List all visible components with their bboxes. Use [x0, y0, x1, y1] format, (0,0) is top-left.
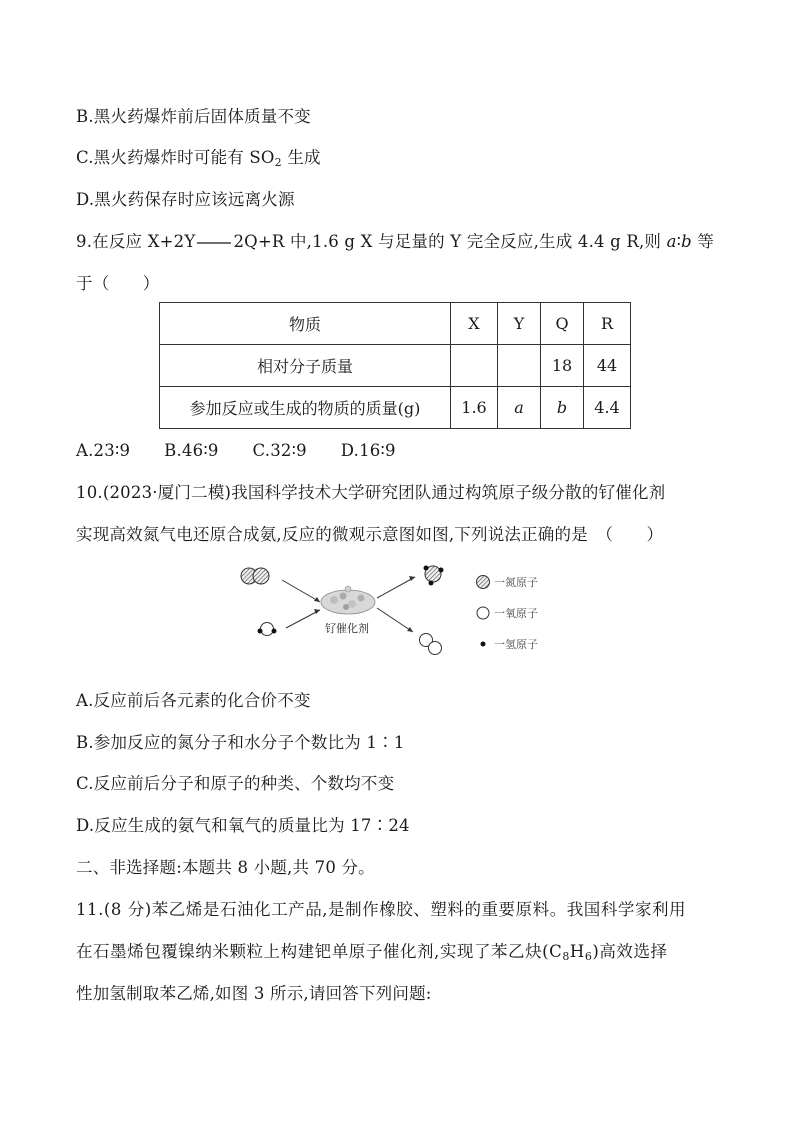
q10-option-c: C.反应前后分子和原子的种类、个数均不变	[76, 774, 395, 793]
oxygen-molecule-icon	[420, 634, 442, 655]
legend-hydrogen: 一氢原子	[494, 638, 538, 651]
q10-option-a: A.反应前后各元素的化合价不变	[76, 691, 311, 710]
q9-options	[76, 440, 430, 462]
q11-line2-text: 在石墨烯包覆镍纳米颗粒上构建钯单原子催化剂,实现了苯乙炔(C	[76, 942, 563, 961]
table-cell: 物质	[160, 303, 451, 345]
q9-stem	[76, 231, 714, 253]
arrow-icon	[377, 576, 415, 598]
water-molecule-icon	[258, 623, 277, 636]
q9-option-c: C.32∶9	[252, 441, 307, 460]
q8-option-c-text: C.黑火药爆炸时可能有 SO	[76, 148, 275, 167]
q9-stem-line2: 于（ ）	[76, 274, 160, 293]
q8-option-c	[76, 147, 321, 169]
q8-option-c-suffix: 生成	[281, 148, 321, 167]
table-cell: 4.4	[584, 387, 631, 429]
table-cell: R	[584, 303, 631, 345]
table-row	[160, 303, 631, 345]
arrow-icon	[286, 609, 320, 628]
table-cell	[451, 345, 498, 387]
table-cell: 1.6	[451, 387, 498, 429]
q10-stem-line2: 实现高效氮气电还原合成氨,反应的微观示意图如图,下列说法正确的是 （ ）	[76, 525, 664, 544]
catalyst-icon	[321, 586, 375, 614]
q9-stem-end: 等	[691, 232, 715, 251]
q9-stem-pre: 9.在反应 X+2Y	[76, 232, 196, 251]
table-cell: X	[451, 303, 498, 345]
q11-line3: 性加氢制取苯乙烯,如图 3 所示,请回答下列问题:	[76, 984, 432, 1003]
q8-option-c-subscript: 2	[274, 156, 282, 169]
table-row	[160, 345, 631, 387]
hydrogen-atom-icon	[481, 642, 486, 647]
nitrogen-molecule-icon	[241, 568, 269, 584]
q11-line2-mid: H	[569, 942, 585, 961]
q8-option-d: D.黑火药保存时应该远离火源	[76, 190, 295, 209]
table-cell: 44	[584, 345, 631, 387]
reaction-diagram	[230, 558, 570, 668]
table-row	[160, 387, 631, 429]
q10-option-d: D.反应生成的氨气和氧气的质量比为 17∶24	[76, 816, 410, 835]
table-cell: 相对分子质量	[160, 345, 451, 387]
q9-stem-eq: 2Q+R 中,1.6 g X 与足量的 Y 完全反应,生成 4.4 g R,则	[233, 232, 667, 251]
q9-option-d: D.16∶9	[340, 441, 396, 460]
table-cell: Q	[541, 303, 584, 345]
q11-line2-end: )高效选择	[592, 942, 668, 961]
equation-sign	[197, 238, 231, 248]
q10-option-b: B.参加反应的氮分子和水分子个数比为 1∶1	[76, 733, 405, 752]
q9-table	[159, 302, 631, 429]
table-cell: Y	[498, 303, 541, 345]
oxygen-atom-icon	[477, 607, 489, 619]
legend-nitrogen: 一氮原子	[494, 576, 538, 589]
section-heading: 二、非选择题:本题共 8 小题,共 70 分。	[76, 858, 375, 877]
table-cell	[498, 345, 541, 387]
q8-option-b: B.黑火药爆炸前后固体质量不变	[76, 107, 311, 126]
arrow-icon	[377, 608, 413, 632]
ammonia-molecule-icon	[424, 566, 444, 586]
q10-stem-line1: 10.(2023·厦门二模)我国科学技术大学研究团队通过构筑原子级分散的钌催化剂	[76, 483, 666, 502]
legend	[477, 575, 539, 651]
q11-subscript: 8	[562, 950, 570, 963]
table-cell: b	[541, 387, 584, 429]
q9-option-a: A.23∶9	[76, 441, 131, 460]
nitrogen-atom-icon	[477, 576, 490, 589]
q11-subscript: 6	[584, 950, 593, 963]
table-cell: 参加反应或生成的物质的质量(g)	[160, 387, 451, 429]
q9-var-b: b	[681, 232, 692, 251]
arrow-icon	[282, 580, 320, 602]
q9-ratio-colon: ∶	[676, 232, 682, 251]
q11-line1: 11.(8 分)苯乙烯是石油化工产品,是制作橡胶、塑料的重要原料。我国科学家利用	[76, 900, 687, 919]
q9-var-a: a	[666, 232, 677, 251]
q11-line2	[76, 941, 668, 963]
table-cell: a	[498, 387, 541, 429]
table-cell: 18	[541, 345, 584, 387]
legend-oxygen: 一氧原子	[494, 607, 538, 620]
catalyst-label: 钌催化剂	[325, 622, 369, 635]
q9-option-b: B.46∶9	[164, 441, 219, 460]
